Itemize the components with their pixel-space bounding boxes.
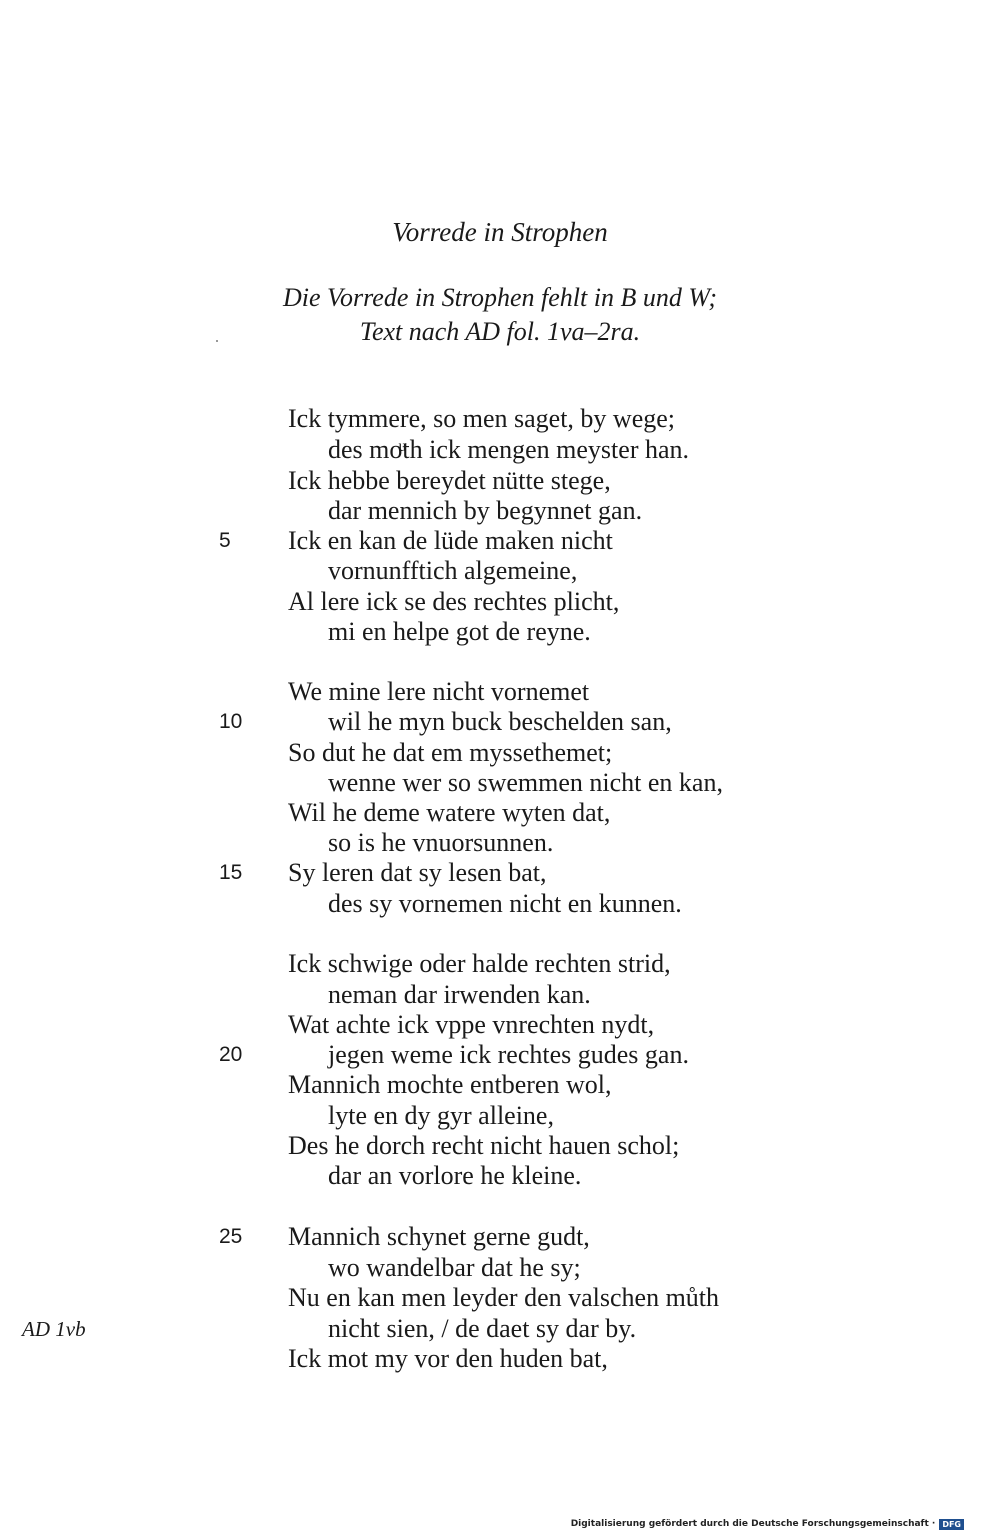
verse-line-19: Wat achte ick vppe vnrechten nydt, — [288, 1010, 655, 1039]
line-number-15: 15 — [219, 861, 243, 884]
footer-text: Digitalisierung gefördert durch die Deutsche Forschungsgemeinschaft · — [570, 1519, 936, 1529]
verse-line-18: neman dar irwenden kan. — [328, 980, 591, 1009]
editorial-note-line-1: Die Vorrede in Strophen fehlt in B und W; — [283, 283, 717, 312]
verse-line-5: Ick en kan de lüde maken nicht — [288, 526, 613, 555]
verse-line-1: Ick tymmere, so men saget, by wege; — [288, 404, 675, 433]
verse-line-11: So dut he dat em myssethemet; — [288, 738, 613, 767]
verse-line-8: mi en helpe got de reyne. — [328, 617, 591, 646]
verse-line-14: so is he vnuorsunnen. — [328, 828, 554, 857]
page-title: Vorrede in Strophen — [392, 217, 608, 247]
verse-line-4: dar mennich by begynnet gan. — [328, 496, 643, 525]
verse-line-12: wenne wer so swemmen nicht en kan, — [328, 768, 723, 797]
line-number-5: 5 — [219, 529, 231, 552]
verse-line-28: nicht sien, / de daet sy dar by. — [328, 1314, 637, 1343]
verse-line-2: des moͧth ick mengen meyster han. — [328, 435, 690, 464]
verse-line-24: dar an vorlore he kleine. — [328, 1161, 582, 1190]
verse-line-22: lyte en dy gyr alleine, — [328, 1101, 554, 1130]
verse-line-7: Al lere ick se des rechtes plicht, — [288, 587, 620, 616]
verse-line-25: Mannich schynet gerne gudt, — [288, 1222, 590, 1251]
verse-line-13: Wil he deme watere wyten dat, — [288, 798, 611, 827]
line-number-10: 10 — [219, 710, 243, 733]
verse-line-9: We mine lere nicht vornemet — [288, 677, 590, 706]
editorial-note-line-2: Text nach AD fol. 1va–2ra. — [359, 317, 641, 346]
margin-folio-note: AD 1vb — [22, 1317, 86, 1341]
verse-line-6: vornunfftich algemeine, — [328, 556, 578, 585]
verse-line-26: wo wandelbar dat he sy; — [328, 1253, 581, 1282]
verse-line-27: Nu en kan men leyder den valschen můth — [288, 1283, 720, 1312]
verse-line-21: Mannich mochte entberen wol, — [288, 1070, 612, 1099]
verse-line-3: Ick hebbe bereydet nütte stege, — [288, 466, 611, 495]
funding-footer — [571, 1518, 964, 1530]
verse-line-17: Ick schwige oder halde rechten strid, — [288, 949, 671, 978]
verse-line-16: des sy vornemen nicht en kunnen. — [328, 889, 682, 918]
verse-line-23: Des he dorch recht nicht hauen schol; — [288, 1131, 680, 1160]
verse-line-10: wil he myn buck beschelden san, — [328, 707, 672, 736]
line-number-25: 25 — [219, 1225, 243, 1248]
scan-speck — [216, 340, 218, 342]
verse-line-29: Ick mot my vor den huden bat, — [288, 1344, 608, 1373]
verse-line-20: jegen weme ick rechtes gudes gan. — [328, 1040, 689, 1069]
dfg-logo: DFG — [939, 1519, 964, 1530]
verse-line-15: Sy leren dat sy lesen bat, — [288, 858, 547, 887]
line-number-20: 20 — [219, 1043, 243, 1066]
